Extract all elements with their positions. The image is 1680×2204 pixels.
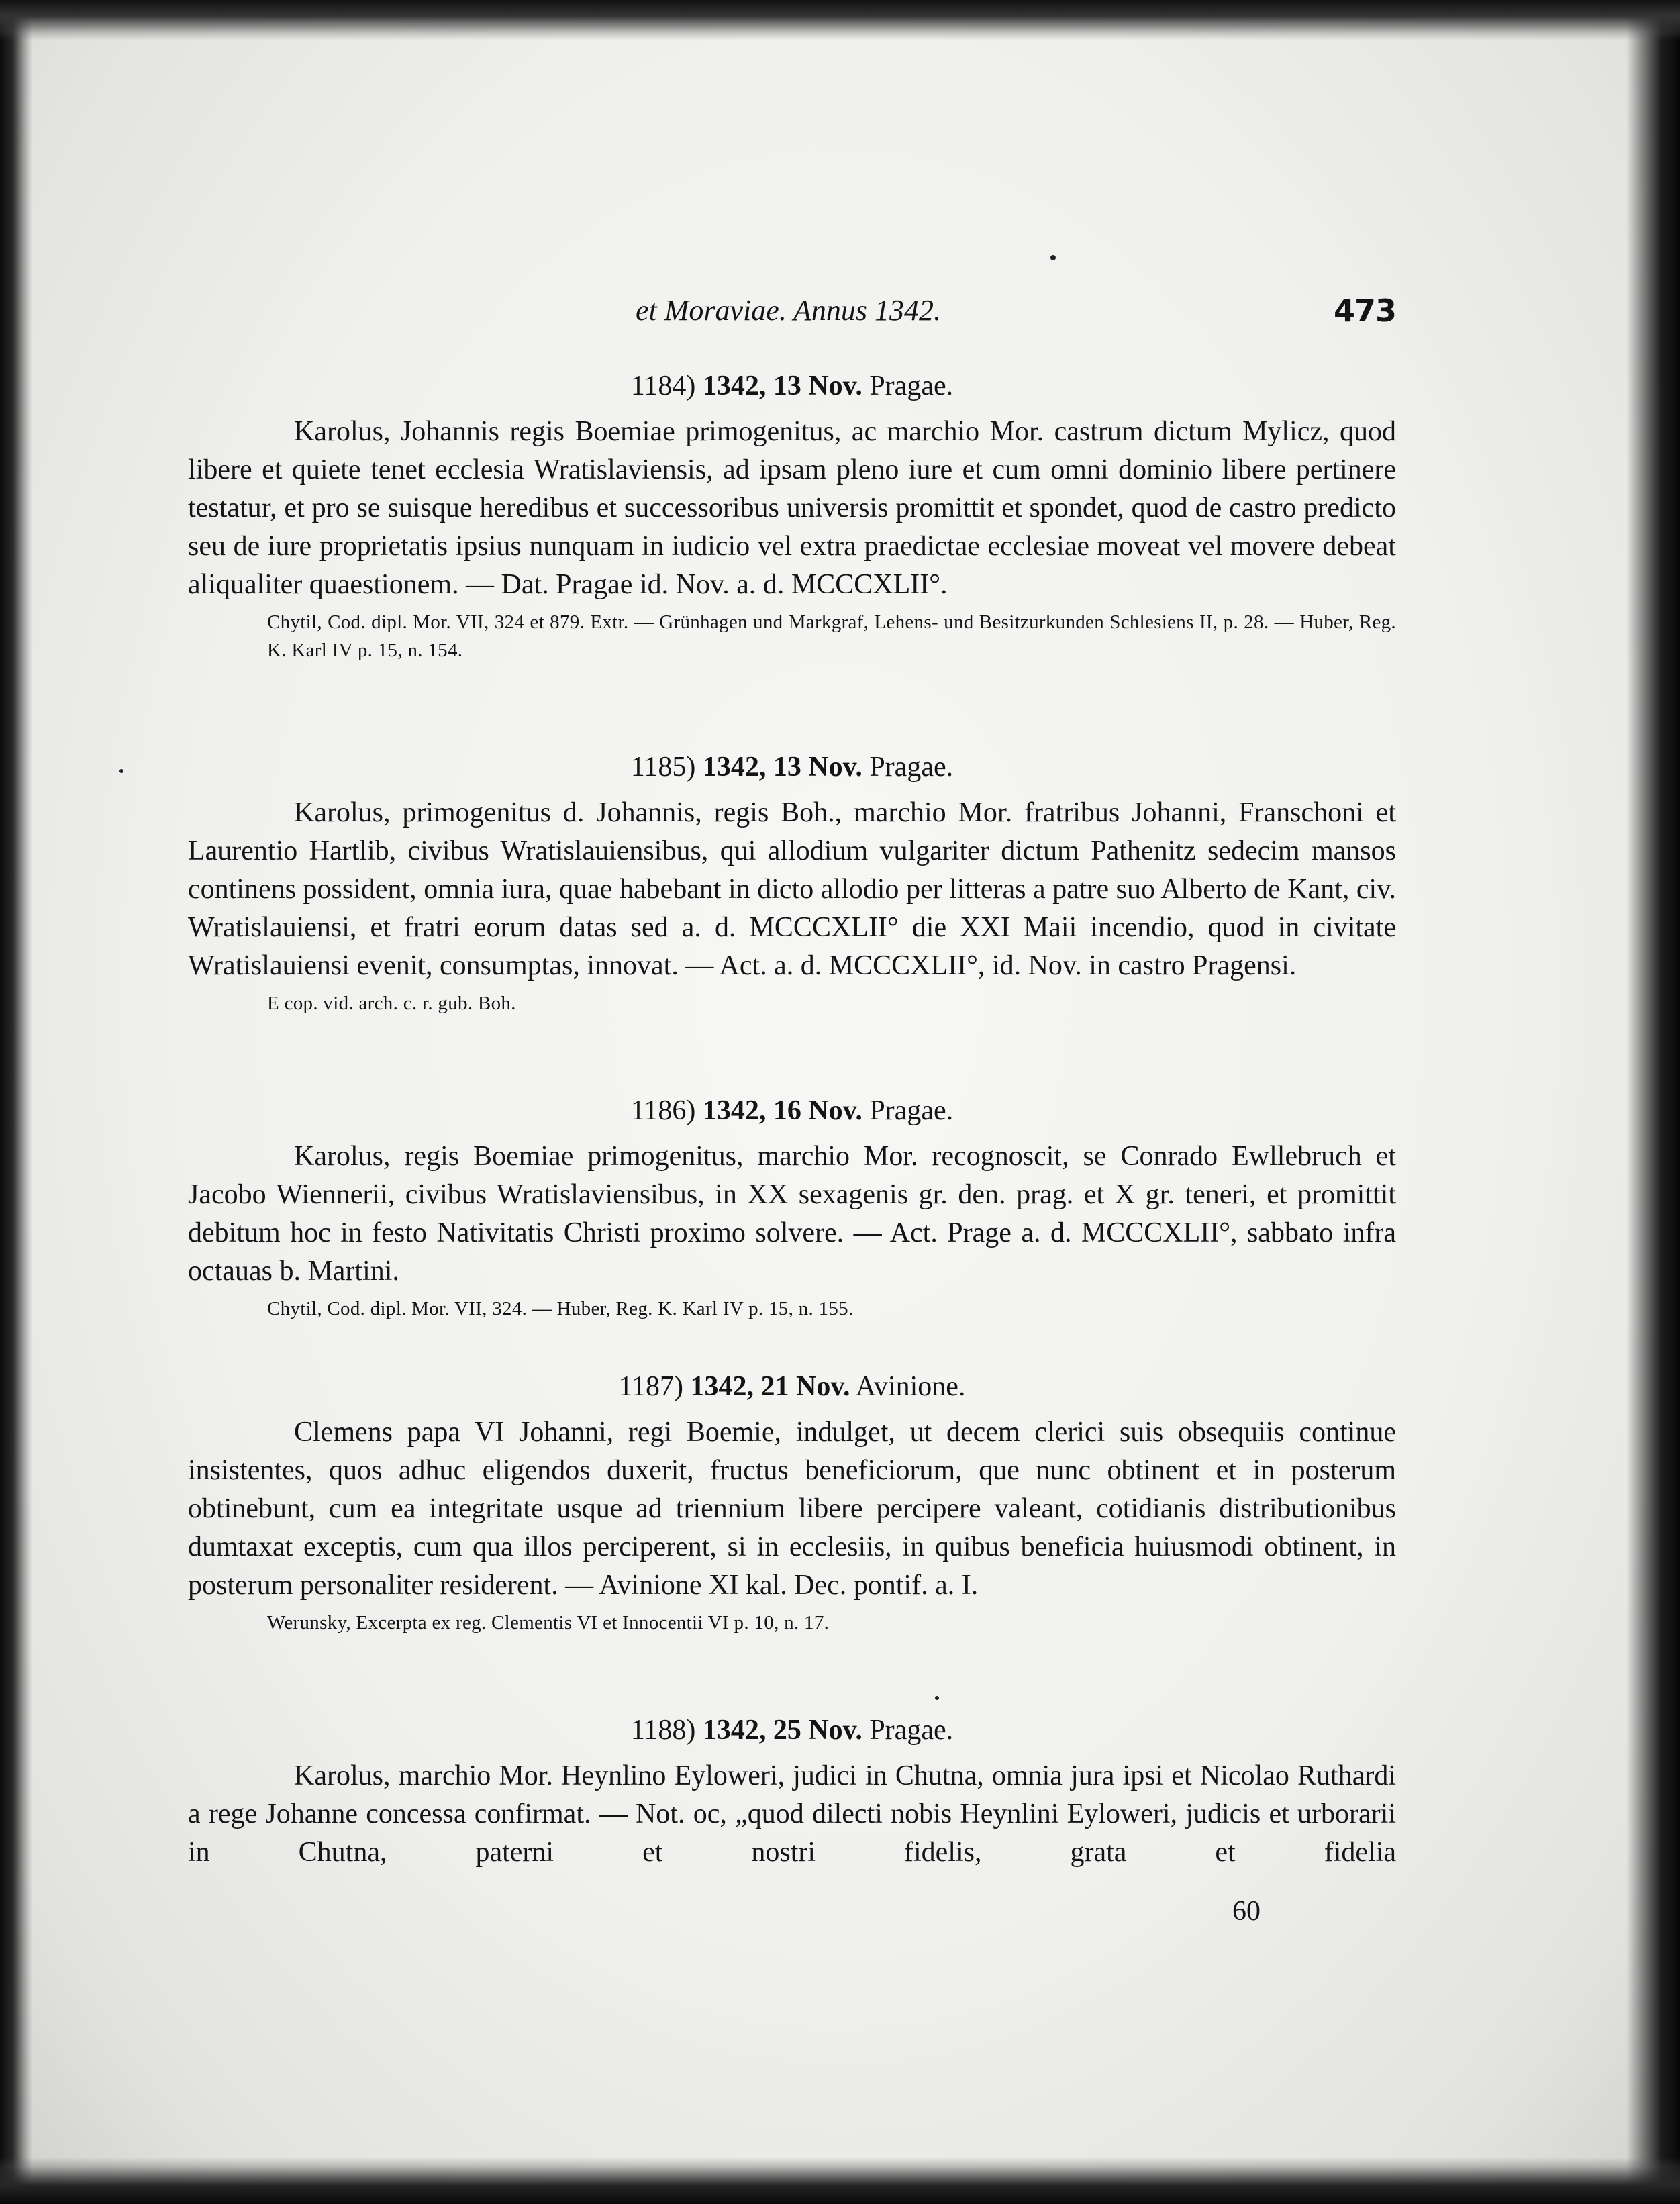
entry-place: Pragae. xyxy=(869,370,954,401)
entry-text: Karolus, primogenitus d. Johannis, regis Boh., marchio Mor. fratribus Johanni, Franschoni et Laurentio Hartlib, civibus Wratislauiensibus, qui allodium vulgariter dictum Pathenitz sedecim mansos continens possident, omnia iura, quae habebant in dicto allodio per litteras a patre suo Alberto de Kant, civ. Wratislauiensi, et fratri eorum datas sed a. d. MCCCXLII° die XXI Maii incendio, quod in civitate Wratislauiensi evenit, consumptas, innovat. — Act. a. d. MCCCXLII°, id. Nov. in castro Pragensi. xyxy=(188,797,1396,981)
entry-text: Karolus, marchio Mor. Heynlino Eyloweri, judici in Chutna, omnia jura ipsi et Nicolao Ruthardi a rege Johanne concessa confirmat. — Not. oc, „quod dilecti nobis Heynlini Eyloweri, judicis et urborarii in Chutna, paterni et nostri fidelis, grata et fidelia xyxy=(188,1760,1396,1868)
entry-source-note: E cop. vid. arch. c. r. gub. Boh. xyxy=(267,993,516,1014)
entry-source-note: Chytil, Cod. dipl. Mor. VII, 324 et 879. Extr. — Grünhagen und Markgraf, Lehens- und Besitzurkunden Schlesiens II, p. 28. — Huber, Reg. K. Karl IV p. 15, n. 154. xyxy=(267,611,1396,661)
entry-number: 1187) xyxy=(618,1371,684,1402)
entry-text: Karolus, regis Boemiae primogenitus, marchio Mor. recognoscit, se Conrado Ewllebruch et Jacobo Wiennerii, civibus Wratislaviensibus, in XX sexagenis gr. den. prag. et X gr. teneri, et promittit debitum hoc in festo Nativitatis Christi proximo solvere. — Act. Prage a. d. MCCCXLII°, sabbato infra octauas b. Martini. xyxy=(188,1141,1396,1287)
running-head-title: et Moraviae. Annus 1342. xyxy=(636,294,942,327)
entry-1184 xyxy=(188,366,1396,664)
scan-edge-right xyxy=(1626,0,1680,2204)
entry-1185 xyxy=(188,747,1396,1017)
entry-1188 xyxy=(188,1710,1396,1872)
entry-heading xyxy=(188,1366,1396,1407)
entry-number: 1184) xyxy=(630,370,696,401)
dust-speck xyxy=(119,769,123,773)
entry-place: Pragae. xyxy=(869,1715,954,1746)
entry-text: Karolus, Johannis regis Boemiae primogenitus, ac marchio Mor. castrum dictum Mylicz, quod libere et quiete tenet ecclesia Wratislaviensis, ad ipsam pleno iure et cum omni dominio libere pertinere testatur, et pro se suisque heredibus et successoribus universis promittit et spondet, quod de castro predicto seu de iure proprietatis ipsius nunquam in iudicio vel extra praedictae ecclesiae moveat vel movere debeat aliqualiter quaestionem. — Dat. Pragae id. Nov. a. d. MCCCXLII°. xyxy=(188,416,1396,600)
entry-source-note: Werunsky, Excerpta ex reg. Clementis VI et Innocentii VI p. 10, n. 17. xyxy=(267,1612,830,1634)
scan-edge-bottom xyxy=(0,2157,1680,2204)
dust-speck xyxy=(935,1696,939,1700)
entry-number: 1186) xyxy=(630,1095,696,1126)
entry-place: Avinione. xyxy=(855,1371,966,1402)
entry-date: 1342, 13 Nov. xyxy=(702,370,862,401)
entry-place: Pragae. xyxy=(869,1095,954,1126)
entry-heading xyxy=(188,747,1396,787)
entry-heading xyxy=(188,1091,1396,1131)
entry-1186 xyxy=(188,1091,1396,1323)
entry-heading xyxy=(188,366,1396,406)
entry-number: 1185) xyxy=(630,752,696,783)
signature-mark: 60 xyxy=(1232,1896,1261,1927)
entry-date: 1342, 25 Nov. xyxy=(702,1715,862,1746)
page-number: 473 xyxy=(1333,293,1396,329)
entry-place: Pragae. xyxy=(869,752,954,783)
entry-date: 1342, 13 Nov. xyxy=(702,752,862,783)
entry-number: 1188) xyxy=(630,1715,696,1746)
dust-speck xyxy=(1050,255,1056,260)
scan-edge-left xyxy=(0,0,32,2204)
entry-text: Clemens papa VI Johanni, regi Boemie, indulget, ut decem clerici suis obsequiis continue insistentes, quos adhuc eligendos duxerit, fructus beneficiorum, que nunc obtinent et in posterum obtinebunt, cum ea integritate usque ad triennium libere percipere valeant, cotidianis distributionibus dumtaxat exceptis, cum qua illos perciperent, si in ecclesiis, in quibus beneficia huiusmodi obtinent, in posterum personaliter residerent. — Avinione XI kal. Dec. pontif. a. I. xyxy=(188,1417,1396,1601)
entry-heading xyxy=(188,1710,1396,1750)
scan-edge-top xyxy=(0,0,1680,40)
entry-source-note: Chytil, Cod. dipl. Mor. VII, 324. — Huber, Reg. K. Karl IV p. 15, n. 155. xyxy=(267,1298,854,1319)
running-head xyxy=(188,287,1396,334)
entry-date: 1342, 21 Nov. xyxy=(690,1371,850,1402)
entry-1187 xyxy=(188,1366,1396,1637)
entry-date: 1342, 16 Nov. xyxy=(702,1095,862,1126)
